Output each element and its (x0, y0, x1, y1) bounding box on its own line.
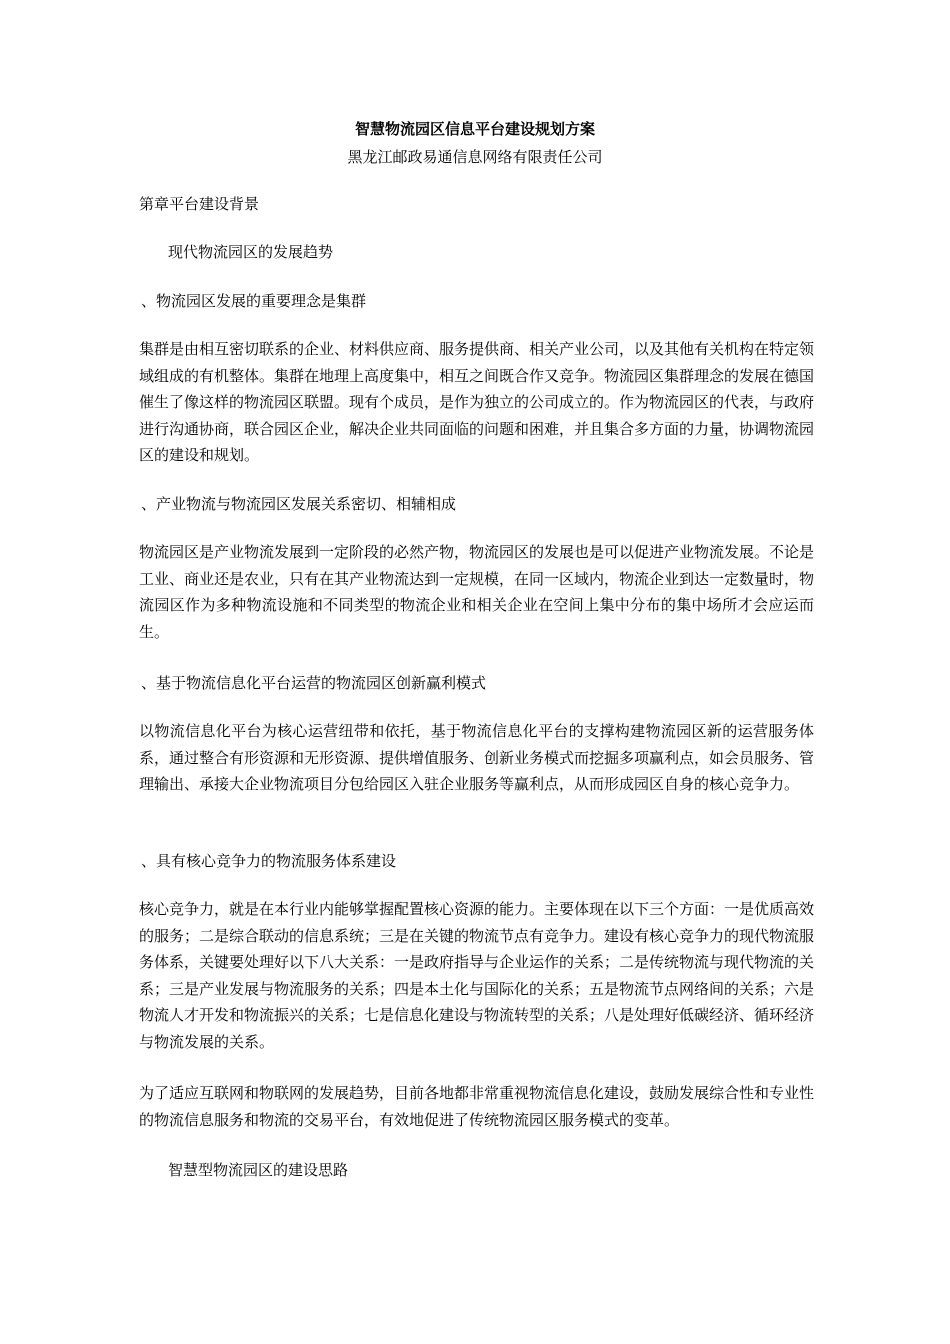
paragraph-3: 以物流信息化平台为核心运营纽带和依托，基于物流信息化平台的支撑构建物流园区新的运营服务体系，通过整合有形资源和无形资源、提供增值服务、创新业务模式而挖掘多项赢利点，如会员服务、管理输出、承接大企业物流项目分包给园区入驻企业服务等赢利点，从而形成园区自身的核心竞争力。 (139, 722, 815, 793)
chapter-heading: 第章平台建设背景 (139, 195, 260, 213)
document-title: 智慧物流园区信息平台建设规划方案 (354, 120, 595, 138)
paragraph-5: 为了适应互联网和物联网的发展趋势，目前各地都非常重视物流信息化建设，鼓励发展综合性和专业性的物流信息服务和物流的交易平台，有效地促进了传统物流园区服务模式的变革。 (139, 1084, 815, 1129)
subsection-heading-1: 、物流园区发展的重要理念是集群 (141, 292, 367, 310)
section-heading-1: 现代物流园区的发展趋势 (168, 243, 334, 261)
document-subtitle: 黑龙江邮政易通信息网络有限责任公司 (347, 148, 603, 166)
section-heading-2: 智慧型物流园区的建设思路 (168, 1161, 349, 1179)
subsection-heading-2: 、产业物流与物流园区发展关系密切、相辅相成 (141, 495, 457, 513)
paragraph-2: 物流园区是产业物流发展到一定阶段的必然产物，物流园区的发展也是可以促进产业物流发展。不论是工业、商业还是农业，只有在其产业物流达到一定规模，在同一区域内，物流企业到达一定数量时，物流园区作为多种物流设施和不同类型的物流企业和相关企业在空间上集中分布的集中场所才会应运而生。 (139, 543, 815, 641)
paragraph-1: 集群是由相互密切联系的企业、材料供应商、服务提供商、相关产业公司，以及其他有关机构在特定领域组成的有机整体。集群在地理上高度集中，相互之间既合作又竞争。物流园区集群理念的发展在德国催生了像这样的物流园区联盟。现有个成员，是作为独立的公司成立的。作为物流园区的代表，与政府进行沟通协商，联合园区企业，解决企业共同面临的问题和困难，并且集合多方面的力量，协调物流园区的建设和规划。 (139, 340, 815, 464)
paragraph-4: 核心竞争力，就是在本行业内能够掌握配置核心资源的能力。主要体现在以下三个方面：一是优质高效的服务；二是综合联动的信息系统；三是在关键的物流节点有竞争力。建设有核心竞争力的现代物流服务体系，关键要处理好以下八大关系：一是政府指导与企业运作的关系；二是传统物流与现代物流的关系；三是产业发展与物流服务的关系；四是本土化与国际化的关系；五是物流节点网络间的关系；六是物流人才开发和物流振兴的关系；七是信息化建设与物流转型的关系；八是处理好低碳经济、循环经济与物流发展的关系。 (139, 900, 815, 1051)
subsection-heading-3: 、基于物流信息化平台运营的物流园区创新赢利模式 (141, 674, 487, 692)
subsection-heading-4: 、具有核心竞争力的物流服务体系建设 (141, 852, 397, 870)
